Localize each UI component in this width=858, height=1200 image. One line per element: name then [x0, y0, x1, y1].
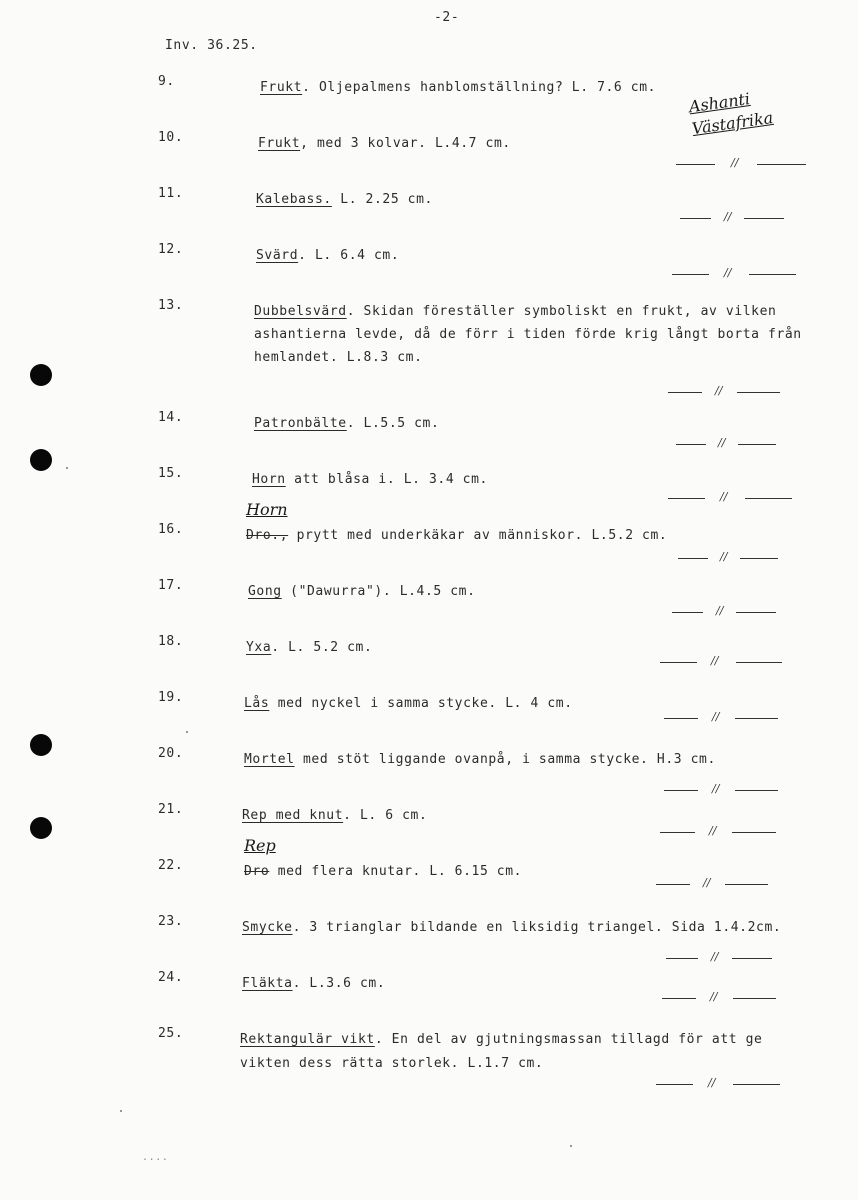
- ditto-mark: //: [656, 1080, 780, 1090]
- ditto-mark: //: [660, 658, 782, 668]
- entry-text-line: [244, 752, 716, 767]
- entry-description: hemlandet. L.8.3 cm.: [254, 350, 423, 365]
- punch-hole: [30, 364, 52, 386]
- ditto-mark: //: [672, 608, 776, 618]
- entry-text-line: [244, 696, 573, 711]
- entry-number: 18.: [158, 634, 184, 649]
- entry-number: 24.: [158, 970, 184, 985]
- entry-text-line: [246, 640, 372, 655]
- object-name: Lås: [244, 696, 270, 711]
- entry-description: ashantierna levde, då de förr i tiden förde krig långt borta från: [254, 327, 802, 342]
- entry-number: 21.: [158, 802, 184, 817]
- entry-description: . L. 5.2 cm.: [271, 640, 373, 655]
- ditto-mark: //: [676, 440, 776, 450]
- entry-description: . Skidan föreställer symboliskt en frukt, av vilken: [346, 304, 777, 319]
- entry-text-line: [254, 350, 423, 365]
- entry-text-line: [254, 416, 439, 431]
- entry-text-line: [242, 920, 781, 935]
- entry-number: 22.: [158, 858, 184, 873]
- entry-description: . Oljepalmens hanblomställning? L. 7.6 cm.: [302, 80, 657, 95]
- entry-description: med stöt liggande ovanpå, i samma stycke. H.3 cm.: [294, 752, 716, 767]
- entry-number: 17.: [158, 578, 184, 593]
- object-name: Gong: [248, 584, 282, 599]
- entry-number: 9.: [158, 74, 175, 89]
- ditto-mark: //: [664, 786, 778, 796]
- page-number: -2-: [434, 10, 460, 25]
- object-name: Frukt: [260, 80, 303, 95]
- entry-number: 16.: [158, 522, 184, 537]
- entry-description: L. 2.25 cm.: [331, 192, 433, 207]
- entry-text-line: [254, 327, 802, 342]
- ditto-mark: //: [664, 714, 778, 724]
- entry-description: ("Dawurra"). L.4.5 cm.: [281, 584, 476, 599]
- entry-description: med nyckel i samma stycke. L. 4 cm.: [269, 696, 573, 711]
- object-name: Yxa: [246, 640, 272, 655]
- entry-description: . L. 6.4 cm.: [298, 248, 400, 263]
- handwritten-region-note: Ashanti Västafrika: [687, 88, 775, 139]
- entry-text-line: [256, 192, 433, 207]
- entry-text-line: [256, 248, 399, 263]
- entry-number: 23.: [158, 914, 184, 929]
- ditto-mark: //: [672, 270, 796, 280]
- punch-hole: [30, 449, 52, 471]
- entry-text-line: [242, 808, 427, 823]
- entry-description: att blåsa i. L. 3.4 cm.: [285, 472, 488, 487]
- entry-text-line: [246, 528, 667, 543]
- struck-text: Dro.,: [246, 528, 289, 543]
- ditto-mark: //: [680, 214, 784, 224]
- entry-number: 15.: [158, 466, 184, 481]
- entry-description: med flera knutar. L. 6.15 cm.: [269, 864, 523, 879]
- entry-text-line: [244, 864, 522, 879]
- object-name: Mortel: [244, 752, 295, 767]
- object-name: Kalebass.: [256, 192, 332, 207]
- entry-description: . L. 6 cm.: [343, 808, 428, 823]
- entry-number: 19.: [158, 690, 184, 705]
- entry-description: . L.3.6 cm.: [292, 976, 386, 991]
- ditto-mark: //: [656, 880, 768, 890]
- entry-number: 11.: [158, 186, 184, 201]
- punch-hole: [30, 734, 52, 756]
- handwritten-correction: Rep: [244, 836, 276, 855]
- object-name: Svärd: [256, 248, 299, 263]
- entry-description: . En del av gjutningsmassan tillagd för att ge: [374, 1032, 763, 1047]
- entry-number: 12.: [158, 242, 184, 257]
- entry-number: 25.: [158, 1026, 184, 1041]
- object-name: Smycke: [242, 920, 293, 935]
- entry-description: . L.5.5 cm.: [346, 416, 440, 431]
- entry-text-line: [258, 136, 511, 151]
- entry-number: 14.: [158, 410, 184, 425]
- ditto-mark: //: [678, 554, 778, 564]
- margin-marks: ....: [142, 1152, 169, 1163]
- handwritten-correction: Horn: [246, 500, 288, 519]
- entry-text-line: [242, 976, 385, 991]
- entry-text-line: [248, 584, 476, 599]
- ditto-mark: //: [668, 494, 792, 504]
- object-name: Rep med knut: [242, 808, 344, 823]
- ditto-mark: //: [668, 388, 780, 398]
- entry-text-line: [260, 80, 656, 95]
- object-name: Horn: [252, 472, 286, 487]
- punch-hole: [30, 817, 52, 839]
- entry-description: . 3 trianglar bildande en liksidig triangel. Sida 1.4.2cm.: [292, 920, 782, 935]
- object-name: Dubbelsvärd: [254, 304, 347, 319]
- entry-number: 10.: [158, 130, 184, 145]
- object-name: Rektangulär vikt: [240, 1032, 375, 1047]
- entry-number: 13.: [158, 298, 184, 313]
- ditto-mark: //: [662, 994, 776, 1004]
- entry-number: 20.: [158, 746, 184, 761]
- entry-text-line: [254, 304, 776, 319]
- entry-description: vikten dess rätta storlek. L.1.7 cm.: [240, 1056, 544, 1071]
- ditto-mark: //: [666, 954, 772, 964]
- inventory-number: Inv. 36.25.: [165, 38, 258, 53]
- entry-text-line: [240, 1056, 543, 1071]
- object-name: Patronbälte: [254, 416, 347, 431]
- struck-text: Dro: [244, 864, 270, 879]
- entry-text-line: [240, 1032, 762, 1047]
- ditto-mark: //: [660, 828, 776, 838]
- ditto-mark: //: [676, 160, 806, 170]
- object-name: Fläkta: [242, 976, 293, 991]
- entry-description: , med 3 kolvar. L.4.7 cm.: [300, 136, 511, 151]
- entry-text-line: [252, 472, 488, 487]
- entry-description: prytt med underkäkar av människor. L.5.2 cm.: [288, 528, 668, 543]
- object-name: Frukt: [258, 136, 301, 151]
